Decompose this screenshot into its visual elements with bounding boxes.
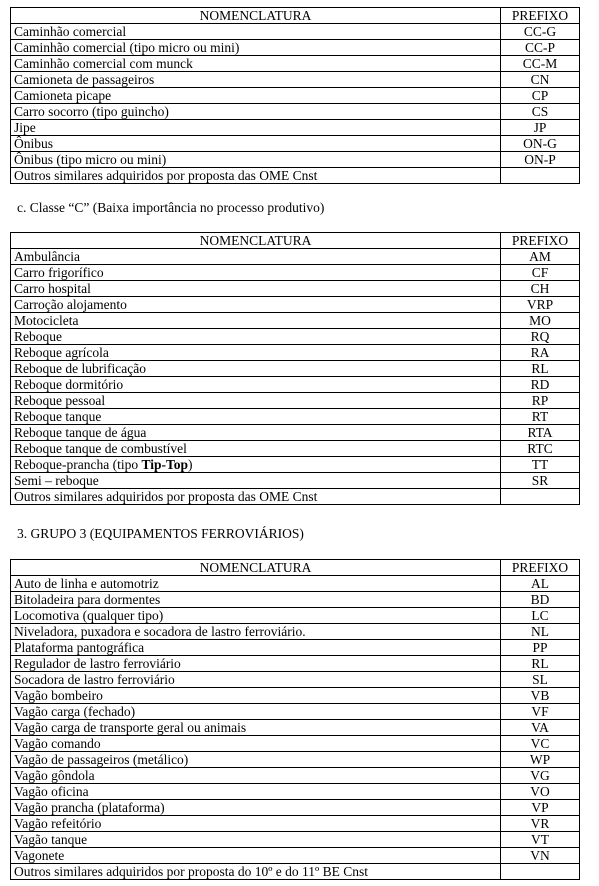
nomenclatura-cell: Locomotiva (qualquer tipo) xyxy=(11,608,501,624)
table-row xyxy=(11,816,580,832)
prefixo-cell: ON-G xyxy=(501,136,580,152)
table-header-row xyxy=(11,233,580,249)
prefixo-cell: RL xyxy=(501,656,580,672)
prefixo-cell: VB xyxy=(501,688,580,704)
nomenclatura-cell: Caminhão comercial xyxy=(11,24,501,40)
table-row xyxy=(11,704,580,720)
prefixo-cell: ON-P xyxy=(501,152,580,168)
header-prefixo: PREFIXO xyxy=(501,233,580,249)
nomenclatura-cell: Reboque tanque de água xyxy=(11,425,501,441)
prefixo-cell: VC xyxy=(501,736,580,752)
prefixo-cell: VP xyxy=(501,800,580,816)
prefixo-cell: SL xyxy=(501,672,580,688)
nomenclatura-cell: Reboque de lubrificação xyxy=(11,361,501,377)
table-row xyxy=(11,800,580,816)
nomenclatura-cell: Niveladora, puxadora e socadora de lastro ferroviário. xyxy=(11,624,501,640)
nomenclatura-cell: Outros similares adquiridos por proposta das OME Cnst xyxy=(11,168,501,184)
prefixo-cell: JP xyxy=(501,120,580,136)
table-row xyxy=(11,688,580,704)
prefixo-cell xyxy=(501,489,580,505)
prefixo-cell: CS xyxy=(501,104,580,120)
nomenclatura-cell: Vagão refeitório xyxy=(11,816,501,832)
prefixo-cell: BD xyxy=(501,592,580,608)
prefixo-cell: VO xyxy=(501,784,580,800)
table-row xyxy=(11,864,580,880)
nomenclatura-cell: Vagão oficina xyxy=(11,784,501,800)
prefixo-cell: CP xyxy=(501,88,580,104)
prefixo-cell: RL xyxy=(501,361,580,377)
header-nomenclatura: NOMENCLATURA xyxy=(11,8,501,24)
table-row xyxy=(11,672,580,688)
nomenclatura-cell: Motocicleta xyxy=(11,313,501,329)
table-row xyxy=(11,56,580,72)
nomenclatura-cell: Outros similares adquiridos por proposta das OME Cnst xyxy=(11,489,501,505)
table-row xyxy=(11,136,580,152)
table-group-b xyxy=(10,7,580,184)
table-row xyxy=(11,313,580,329)
nomenclatura-cell: Carroção alojamento xyxy=(11,297,501,313)
prefixo-cell: AL xyxy=(501,576,580,592)
nomenclatura-cell: Reboque dormitório xyxy=(11,377,501,393)
table-row xyxy=(11,104,580,120)
table-row xyxy=(11,249,580,265)
nomenclatura-cell: Vagão de passageiros (metálico) xyxy=(11,752,501,768)
table-row xyxy=(11,40,580,56)
header-prefixo: PREFIXO xyxy=(501,560,580,576)
table-row xyxy=(11,640,580,656)
nomenclatura-cell: Vagão gôndola xyxy=(11,768,501,784)
nomenclatura-cell: Camioneta picape xyxy=(11,88,501,104)
prefixo-cell: SR xyxy=(501,473,580,489)
table-header-row xyxy=(11,8,580,24)
prefixo-cell: VRP xyxy=(501,297,580,313)
table-row xyxy=(11,345,580,361)
prefixo-cell: VN xyxy=(501,848,580,864)
prefixo-cell: CH xyxy=(501,281,580,297)
nomenclatura-cell: Ônibus (tipo micro ou mini) xyxy=(11,152,501,168)
nomenclatura-cell: Bitoladeira para dormentes xyxy=(11,592,501,608)
table-row xyxy=(11,473,580,489)
nomenclatura-cell: Ônibus xyxy=(11,136,501,152)
table-row xyxy=(11,377,580,393)
table-row xyxy=(11,24,580,40)
nomenclatura-cell: Vagão comando xyxy=(11,736,501,752)
table-row xyxy=(11,457,580,473)
table-row xyxy=(11,784,580,800)
nomenclatura-cell: Reboque tanque xyxy=(11,409,501,425)
table-row xyxy=(11,329,580,345)
prefixo-cell: CC-G xyxy=(501,24,580,40)
prefixo-cell: VF xyxy=(501,704,580,720)
nomenclatura-cell: Vagão prancha (plataforma) xyxy=(11,800,501,816)
table-row xyxy=(11,720,580,736)
prefixo-cell: MO xyxy=(501,313,580,329)
table-row xyxy=(11,409,580,425)
nomenclatura-cell: Reboque agrícola xyxy=(11,345,501,361)
table-row xyxy=(11,832,580,848)
nomenclatura-cell: Carro frigorífico xyxy=(11,265,501,281)
table-grupo-3 xyxy=(10,559,580,880)
table-row xyxy=(11,608,580,624)
nomenclatura-cell: Vagão bombeiro xyxy=(11,688,501,704)
prefixo-cell: TT xyxy=(501,457,580,473)
nomenclatura-cell: Reboque tanque de combustível xyxy=(11,441,501,457)
nomenclatura-cell: Jipe xyxy=(11,120,501,136)
table-row xyxy=(11,752,580,768)
nomenclatura-cell: Regulador de lastro ferroviário xyxy=(11,656,501,672)
header-nomenclatura: NOMENCLATURA xyxy=(11,233,501,249)
table-row xyxy=(11,592,580,608)
prefixo-cell: VR xyxy=(501,816,580,832)
prefixo-cell: CC-P xyxy=(501,40,580,56)
table-row xyxy=(11,489,580,505)
prefixo-cell: CF xyxy=(501,265,580,281)
table-row xyxy=(11,768,580,784)
prefixo-cell: NL xyxy=(501,624,580,640)
nomenclatura-bold-text: Tip-Top xyxy=(141,457,188,472)
prefixo-cell: CC-M xyxy=(501,56,580,72)
prefixo-cell xyxy=(501,864,580,880)
prefixo-cell: CN xyxy=(501,72,580,88)
table-row xyxy=(11,656,580,672)
nomenclatura-cell: Semi – reboque xyxy=(11,473,501,489)
table-row xyxy=(11,120,580,136)
table-row xyxy=(11,736,580,752)
prefixo-cell: AM xyxy=(501,249,580,265)
nomenclatura-text: Reboque-prancha (tipo xyxy=(14,457,142,472)
prefixo-cell: RT xyxy=(501,409,580,425)
section-title-classe-c: c. Classe “C” (Baixa importância no processo produtivo) xyxy=(17,200,325,215)
table-row xyxy=(11,297,580,313)
section-title-grupo-3: 3. GRUPO 3 (EQUIPAMENTOS FERROVIÁRIOS) xyxy=(17,526,304,541)
prefixo-cell xyxy=(501,168,580,184)
prefixo-cell: RA xyxy=(501,345,580,361)
nomenclatura-cell: Carro socorro (tipo guincho) xyxy=(11,104,501,120)
nomenclatura-cell: Vagão tanque xyxy=(11,832,501,848)
table-row xyxy=(11,393,580,409)
prefixo-cell: RD xyxy=(501,377,580,393)
nomenclatura-cell: Reboque xyxy=(11,329,501,345)
nomenclatura-cell: Auto de linha e automotriz xyxy=(11,576,501,592)
prefixo-cell: LC xyxy=(501,608,580,624)
table-row xyxy=(11,441,580,457)
prefixo-cell: VG xyxy=(501,768,580,784)
prefixo-cell: PP xyxy=(501,640,580,656)
table-row xyxy=(11,72,580,88)
nomenclatura-cell: Plataforma pantográfica xyxy=(11,640,501,656)
table-row xyxy=(11,576,580,592)
nomenclatura-text-after: ) xyxy=(188,457,193,472)
header-nomenclatura: NOMENCLATURA xyxy=(11,560,501,576)
nomenclatura-cell: Vagonete xyxy=(11,848,501,864)
header-prefixo: PREFIXO xyxy=(501,8,580,24)
table-header-row xyxy=(11,560,580,576)
table-row xyxy=(11,281,580,297)
prefixo-cell: RQ xyxy=(501,329,580,345)
table-row xyxy=(11,88,580,104)
nomenclatura-cell: Camioneta de passageiros xyxy=(11,72,501,88)
nomenclatura-cell: Reboque pessoal xyxy=(11,393,501,409)
nomenclatura-cell: Ambulância xyxy=(11,249,501,265)
prefixo-cell: VT xyxy=(501,832,580,848)
nomenclatura-cell: Carro hospital xyxy=(11,281,501,297)
nomenclatura-cell: Socadora de lastro ferroviário xyxy=(11,672,501,688)
table-row xyxy=(11,265,580,281)
table-row xyxy=(11,361,580,377)
table-row xyxy=(11,848,580,864)
table-row xyxy=(11,425,580,441)
table-classe-c xyxy=(10,232,580,505)
table-row xyxy=(11,152,580,168)
prefixo-cell: VA xyxy=(501,720,580,736)
prefixo-cell: WP xyxy=(501,752,580,768)
nomenclatura-cell: Caminhão comercial com munck xyxy=(11,56,501,72)
prefixo-cell: RTA xyxy=(501,425,580,441)
nomenclatura-cell: Vagão carga de transporte geral ou animais xyxy=(11,720,501,736)
nomenclatura-cell: Caminhão comercial (tipo micro ou mini) xyxy=(11,40,501,56)
nomenclatura-cell: Vagão carga (fechado) xyxy=(11,704,501,720)
nomenclatura-cell xyxy=(11,457,501,473)
table-row xyxy=(11,168,580,184)
prefixo-cell: RTC xyxy=(501,441,580,457)
prefixo-cell: RP xyxy=(501,393,580,409)
table-row xyxy=(11,624,580,640)
nomenclatura-cell: Outros similares adquiridos por proposta do 10º e do 11º BE Cnst xyxy=(11,864,501,880)
